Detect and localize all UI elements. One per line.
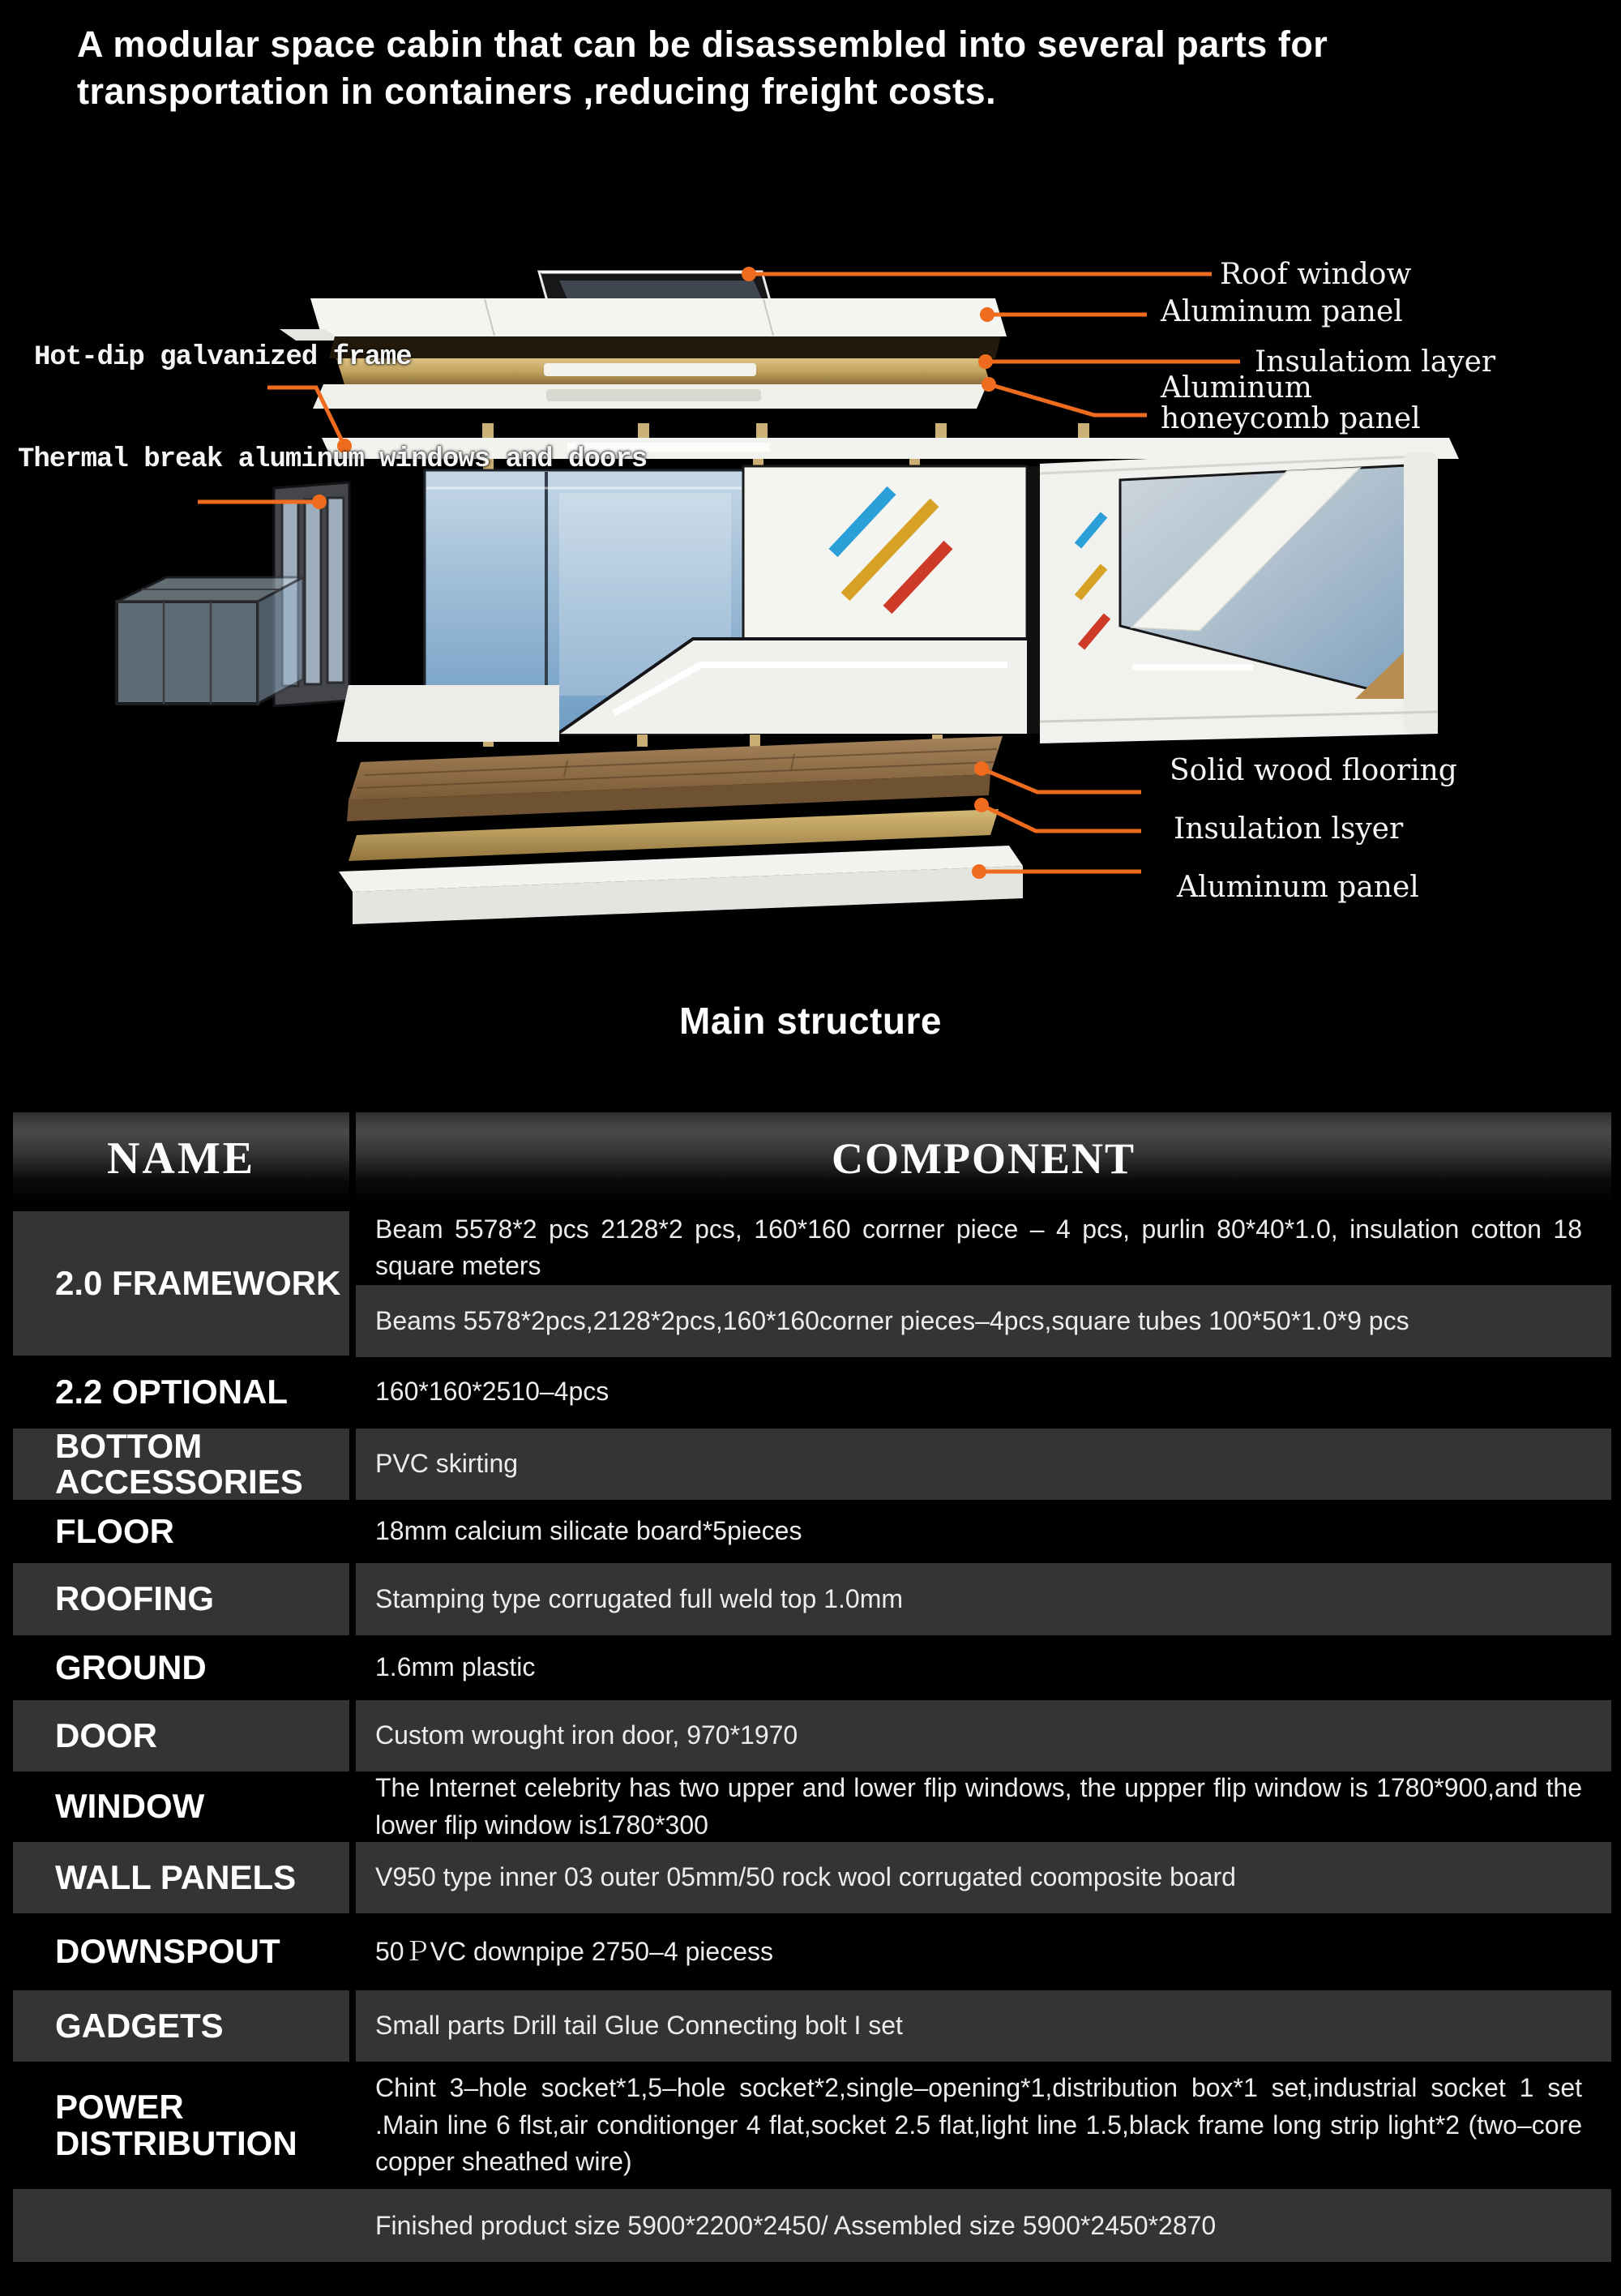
row-component: Small parts Drill tail Glue Connecting bolt I set (356, 1990, 1611, 2062)
table-row-summary (13, 2189, 1611, 2262)
row-name-power-distribution: POWER DISTRIBUTION (55, 2088, 297, 2162)
table-row (13, 1842, 1611, 1913)
row-component: PVC skirting (356, 1429, 1611, 1500)
row-component: Stamping type corrugated full weld top 1.0mm (356, 1563, 1611, 1635)
table-row (13, 2062, 1611, 2189)
wood-floor-shape (347, 736, 1003, 821)
right-module-shape (1040, 446, 1438, 743)
label-honeycomb-panel (1161, 373, 1421, 435)
table-row (13, 1500, 1611, 1563)
row-component: 50ＰVC downpipe 2750–4 piecess (375, 1936, 774, 1966)
table-row (13, 1700, 1611, 1771)
row-name-floor: FLOOR (55, 1511, 174, 1550)
label-thermal-break: Thermal break aluminum windows and doors (18, 444, 648, 475)
roof-insulation-layer-shape (336, 358, 990, 384)
table-row (13, 1635, 1611, 1700)
row-name-bottom-accessories: BOTTOM ACCESSORIES (13, 1429, 349, 1500)
row-component: Beam 5578*2 pcs 2128*2 pcs, 160*160 corrner piece – 4 pcs, purlin 80*40*1.0, insulation cotton 18 square meters (375, 1214, 1582, 1281)
cabin-base-edge-shape (336, 685, 559, 742)
floor-aluminum-panel-shape (339, 846, 1023, 924)
row-component: 160*160*2510–4pcs (375, 1377, 609, 1407)
row-component: Custom wrought iron door, 970*1970 (356, 1700, 1611, 1771)
row-name-optional: 2.2 OPTIONAL (55, 1372, 289, 1411)
label-insulation-layer-bottom: Insulation lsyer (1174, 812, 1404, 846)
diagram-caption: Main structure (679, 1000, 942, 1042)
title-line2: transportation in containers ,reducing freight costs. (77, 70, 997, 112)
row-component: Chint 3–hole socket*1,5–hole socket*2,single–opening*1,distribution box*1 set,industrial socket 1 set .Main line 6 flst,air conditionger 4 flat,socket 2.5 flat,light line 1.5,black frame long strip light*2 (two–core copper sheathed wire) (375, 2073, 1582, 2177)
header-name: NAME (13, 1112, 349, 1204)
roof-aluminum-panel-shape (280, 298, 1007, 341)
roof-underside-shape (329, 336, 1001, 358)
table-row (13, 1211, 1611, 1356)
row-component: The Internet celebrity has two upper and lower flip windows, the uppper flip window is 1780*900,and the lower flip window is1780*300 (375, 1773, 1582, 1840)
row-component: 1.6mm plastic (375, 1652, 536, 1682)
table-row (13, 1913, 1611, 1990)
row-name-wall-panels: WALL PANELS (13, 1842, 349, 1913)
table-row (13, 1563, 1611, 1635)
table-row (13, 1426, 1611, 1501)
row-name-roofing: ROOFING (13, 1563, 349, 1635)
label-honeycomb-line2: honeycomb panel (1161, 401, 1421, 435)
row-component: Beams 5578*2pcs,2128*2pcs,160*160corner pieces–4pcs,square tubes 100*50*1.0*9 pcs (356, 1285, 1611, 1357)
row-component: V950 type inner 03 outer 05mm/50 rock wool corrugated coomposite board (356, 1842, 1611, 1913)
row-framework-components (356, 1211, 1611, 1356)
table-row (13, 1771, 1611, 1842)
table-row (13, 1356, 1611, 1429)
label-roof-window: Roof window (1220, 258, 1412, 291)
label-aluminum-panel-top: Aluminum panel (1161, 295, 1403, 328)
page-title (77, 21, 1503, 114)
glass-cube-shape (117, 577, 303, 704)
row-name-gadgets: GADGETS (13, 1990, 349, 2062)
module-seam (1027, 466, 1040, 734)
spec-table (13, 1112, 1611, 2262)
row-name-window: WINDOW (55, 1787, 205, 1826)
row-name-downspout: DOWNSPOUT (55, 1932, 280, 1971)
label-insulation-layer-top: Insulatiom layer (1255, 345, 1496, 379)
row-component: 18mm calcium silicate board*5pieces (375, 1516, 802, 1546)
label-solid-wood: Solid wood flooring (1170, 754, 1457, 787)
table-header-row (13, 1112, 1611, 1204)
row-name-door: DOOR (13, 1700, 349, 1771)
row-name-ground: GROUND (55, 1647, 207, 1686)
header-component: COMPONENT (356, 1112, 1611, 1204)
label-hot-dip-frame: Hot-dip galvanized frame (34, 342, 412, 373)
label-honeycomb-line1: Aluminum (1161, 371, 1312, 405)
row-name-framework: 2.0 FRAMEWORK (13, 1211, 349, 1356)
row-component: Finished product size 5900*2200*2450/ Assembled size 5900*2450*2870 (375, 2210, 1217, 2240)
title-line1: A modular space cabin that can be disassembled into several parts for (77, 24, 1328, 65)
table-row (13, 1990, 1611, 2062)
honeycomb-panel-shape (313, 384, 987, 409)
label-aluminum-panel-bottom: Aluminum panel (1177, 871, 1419, 904)
